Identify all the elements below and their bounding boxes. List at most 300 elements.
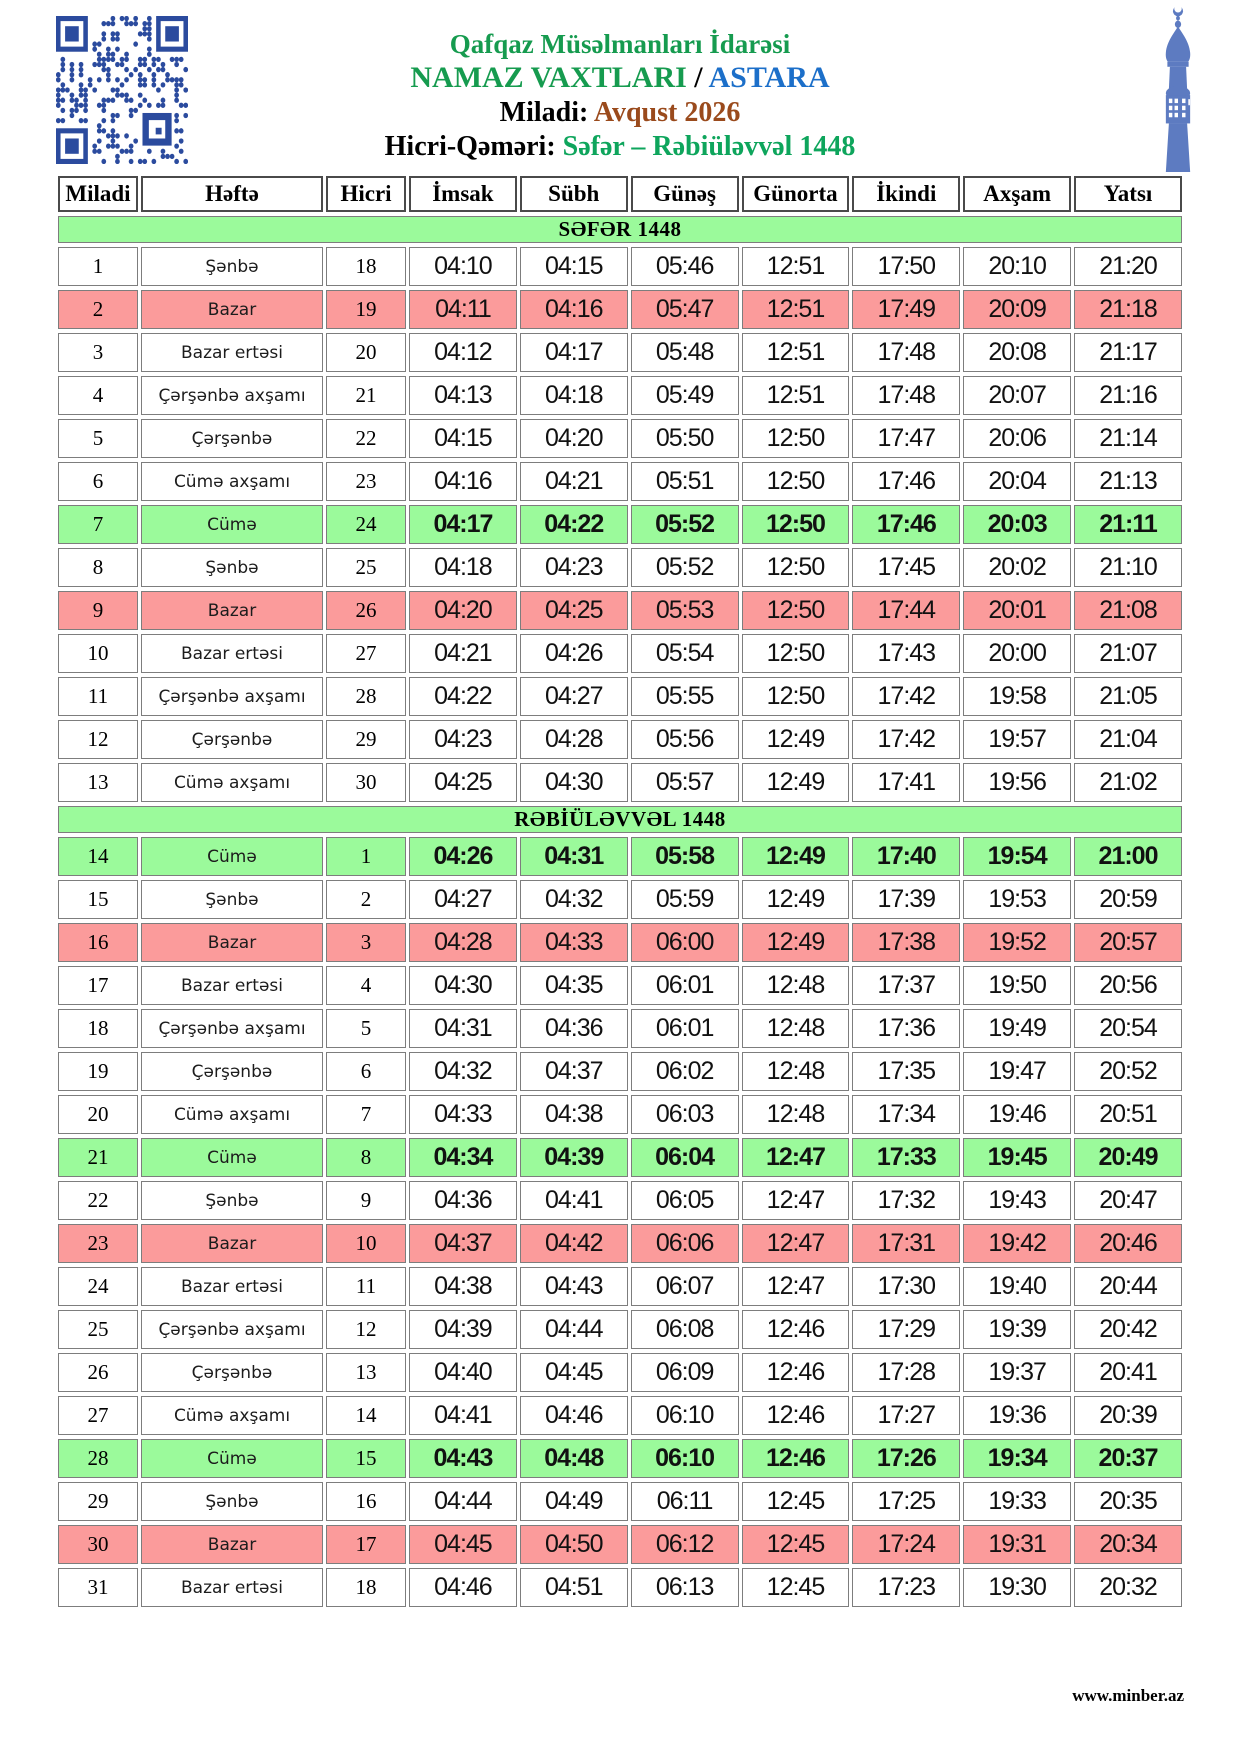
table-row-day-26 bbox=[58, 1353, 1182, 1392]
cell-hicri: 13 bbox=[326, 1353, 406, 1392]
cell-axsam: 19:52 bbox=[963, 923, 1071, 962]
cell-subh: 04:30 bbox=[520, 763, 628, 802]
cell-yatsi: 21:04 bbox=[1074, 720, 1182, 759]
column-header-yatsi: Yatsı bbox=[1074, 176, 1182, 212]
table-row-day-30 bbox=[58, 1525, 1182, 1564]
title-main: NAMAZ VAXTLARI bbox=[410, 61, 687, 94]
cell-imsak: 04:13 bbox=[409, 376, 517, 415]
cell-gunorta: 12:46 bbox=[742, 1396, 850, 1435]
cell-yatsi: 21:08 bbox=[1074, 591, 1182, 630]
cell-imsak: 04:31 bbox=[409, 1009, 517, 1048]
cell-yatsi: 21:13 bbox=[1074, 462, 1182, 501]
minaret-illustration bbox=[1146, 0, 1210, 172]
cell-weekday: Şənbə bbox=[141, 548, 323, 587]
cell-weekday: Bazar bbox=[141, 1525, 323, 1564]
cell-gunes: 06:04 bbox=[631, 1138, 739, 1177]
cell-weekday: Cümə axşamı bbox=[141, 1095, 323, 1134]
month-section-title: SƏFƏR 1448 bbox=[58, 216, 1182, 243]
cell-hicri: 4 bbox=[326, 966, 406, 1005]
column-header-gunorta: Günorta bbox=[742, 176, 850, 212]
cell-axsam: 19:46 bbox=[963, 1095, 1071, 1134]
cell-hicri: 10 bbox=[326, 1224, 406, 1263]
table-row-day-23 bbox=[58, 1224, 1182, 1263]
cell-gunorta: 12:50 bbox=[742, 505, 850, 544]
table-row-day-21 bbox=[58, 1138, 1182, 1177]
cell-ikindi: 17:34 bbox=[852, 1095, 960, 1134]
cell-subh: 04:38 bbox=[520, 1095, 628, 1134]
cell-gunorta: 12:49 bbox=[742, 923, 850, 962]
cell-imsak: 04:44 bbox=[409, 1482, 517, 1521]
cell-imsak: 04:46 bbox=[409, 1568, 517, 1607]
cell-weekday: Şənbə bbox=[141, 1181, 323, 1220]
cell-miladi: 9 bbox=[58, 591, 138, 630]
cell-gunorta: 12:47 bbox=[742, 1181, 850, 1220]
cell-subh: 04:25 bbox=[520, 591, 628, 630]
cell-axsam: 19:58 bbox=[963, 677, 1071, 716]
cell-hicri: 29 bbox=[326, 720, 406, 759]
table-row-day-12 bbox=[58, 720, 1182, 759]
cell-miladi: 21 bbox=[58, 1138, 138, 1177]
cell-gunorta: 12:46 bbox=[742, 1439, 850, 1478]
cell-hicri: 9 bbox=[326, 1181, 406, 1220]
cell-hicri: 22 bbox=[326, 419, 406, 458]
cell-ikindi: 17:33 bbox=[852, 1138, 960, 1177]
cell-yatsi: 20:56 bbox=[1074, 966, 1182, 1005]
cell-miladi: 28 bbox=[58, 1439, 138, 1478]
cell-ikindi: 17:39 bbox=[852, 880, 960, 919]
cell-subh: 04:33 bbox=[520, 923, 628, 962]
cell-hicri: 18 bbox=[326, 247, 406, 286]
cell-miladi: 7 bbox=[58, 505, 138, 544]
cell-ikindi: 17:28 bbox=[852, 1353, 960, 1392]
hicri-label: Hicri-Qəməri: bbox=[384, 131, 556, 162]
cell-yatsi: 20:34 bbox=[1074, 1525, 1182, 1564]
cell-ikindi: 17:36 bbox=[852, 1009, 960, 1048]
cell-hicri: 1 bbox=[326, 837, 406, 876]
cell-subh: 04:28 bbox=[520, 720, 628, 759]
cell-hicri: 18 bbox=[326, 1568, 406, 1607]
cell-axsam: 19:39 bbox=[963, 1310, 1071, 1349]
cell-weekday: Şənbə bbox=[141, 1482, 323, 1521]
cell-imsak: 04:12 bbox=[409, 333, 517, 372]
organization-title: Qafqaz Müsəlmanları İdarəsi bbox=[449, 29, 791, 59]
table-container bbox=[55, 172, 1185, 1611]
table-row-day-27 bbox=[58, 1396, 1182, 1435]
cell-axsam: 20:09 bbox=[963, 290, 1071, 329]
cell-weekday: Şənbə bbox=[141, 247, 323, 286]
cell-subh: 04:20 bbox=[520, 419, 628, 458]
cell-yatsi: 20:47 bbox=[1074, 1181, 1182, 1220]
cell-miladi: 18 bbox=[58, 1009, 138, 1048]
cell-yatsi: 20:41 bbox=[1074, 1353, 1182, 1392]
cell-gunes: 06:00 bbox=[631, 923, 739, 962]
cell-miladi: 20 bbox=[58, 1095, 138, 1134]
cell-gunorta: 12:48 bbox=[742, 1052, 850, 1091]
cell-hicri: 27 bbox=[326, 634, 406, 673]
title-block bbox=[210, 28, 1030, 164]
cell-gunorta: 12:51 bbox=[742, 290, 850, 329]
cell-gunorta: 12:49 bbox=[742, 763, 850, 802]
cell-weekday: Cümə axşamı bbox=[141, 763, 323, 802]
cell-yatsi: 21:02 bbox=[1074, 763, 1182, 802]
cell-weekday: Çərşənbə axşamı bbox=[141, 376, 323, 415]
table-row-day-14 bbox=[58, 837, 1182, 876]
cell-gunorta: 12:51 bbox=[742, 333, 850, 372]
table-row-day-22 bbox=[58, 1181, 1182, 1220]
cell-subh: 04:37 bbox=[520, 1052, 628, 1091]
cell-gunes: 05:53 bbox=[631, 591, 739, 630]
cell-miladi: 30 bbox=[58, 1525, 138, 1564]
cell-axsam: 19:43 bbox=[963, 1181, 1071, 1220]
cell-subh: 04:39 bbox=[520, 1138, 628, 1177]
cell-ikindi: 17:46 bbox=[852, 462, 960, 501]
cell-subh: 04:31 bbox=[520, 837, 628, 876]
table-row-day-17 bbox=[58, 966, 1182, 1005]
cell-subh: 04:36 bbox=[520, 1009, 628, 1048]
cell-imsak: 04:22 bbox=[409, 677, 517, 716]
cell-weekday: Çərşənbə axşamı bbox=[141, 1310, 323, 1349]
table-row-day-25 bbox=[58, 1310, 1182, 1349]
cell-axsam: 19:57 bbox=[963, 720, 1071, 759]
cell-yatsi: 20:35 bbox=[1074, 1482, 1182, 1521]
cell-yatsi: 21:16 bbox=[1074, 376, 1182, 415]
cell-weekday: Cümə bbox=[141, 1138, 323, 1177]
header-row bbox=[58, 176, 1182, 212]
cell-axsam: 19:33 bbox=[963, 1482, 1071, 1521]
cell-imsak: 04:33 bbox=[409, 1095, 517, 1134]
cell-ikindi: 17:45 bbox=[852, 548, 960, 587]
cell-yatsi: 21:07 bbox=[1074, 634, 1182, 673]
cell-ikindi: 17:38 bbox=[852, 923, 960, 962]
cell-gunorta: 12:50 bbox=[742, 419, 850, 458]
month-section-row bbox=[58, 216, 1182, 243]
cell-gunorta: 12:51 bbox=[742, 376, 850, 415]
cell-gunorta: 12:47 bbox=[742, 1138, 850, 1177]
cell-imsak: 04:32 bbox=[409, 1052, 517, 1091]
cell-subh: 04:15 bbox=[520, 247, 628, 286]
cell-imsak: 04:18 bbox=[409, 548, 517, 587]
cell-gunorta: 12:49 bbox=[742, 837, 850, 876]
cell-gunes: 05:54 bbox=[631, 634, 739, 673]
table-row-day-28 bbox=[58, 1439, 1182, 1478]
cell-ikindi: 17:30 bbox=[852, 1267, 960, 1306]
cell-yatsi: 21:10 bbox=[1074, 548, 1182, 587]
cell-imsak: 04:41 bbox=[409, 1396, 517, 1435]
cell-weekday: Bazar ertəsi bbox=[141, 1267, 323, 1306]
cell-imsak: 04:40 bbox=[409, 1353, 517, 1392]
cell-imsak: 04:21 bbox=[409, 634, 517, 673]
cell-miladi: 12 bbox=[58, 720, 138, 759]
table-row-day-29 bbox=[58, 1482, 1182, 1521]
cell-imsak: 04:36 bbox=[409, 1181, 517, 1220]
cell-subh: 04:51 bbox=[520, 1568, 628, 1607]
cell-ikindi: 17:37 bbox=[852, 966, 960, 1005]
cell-gunes: 06:12 bbox=[631, 1525, 739, 1564]
cell-subh: 04:44 bbox=[520, 1310, 628, 1349]
cell-imsak: 04:27 bbox=[409, 880, 517, 919]
cell-miladi: 2 bbox=[58, 290, 138, 329]
table-row-day-6 bbox=[58, 462, 1182, 501]
cell-weekday: Çərşənbə bbox=[141, 1353, 323, 1392]
cell-gunes: 06:08 bbox=[631, 1310, 739, 1349]
cell-gunes: 06:06 bbox=[631, 1224, 739, 1263]
cell-yatsi: 21:11 bbox=[1074, 505, 1182, 544]
cell-imsak: 04:43 bbox=[409, 1439, 517, 1478]
title-separator: / bbox=[694, 61, 703, 94]
cell-hicri: 23 bbox=[326, 462, 406, 501]
cell-imsak: 04:10 bbox=[409, 247, 517, 286]
cell-hicri: 16 bbox=[326, 1482, 406, 1521]
cell-weekday: Cümə bbox=[141, 837, 323, 876]
cell-ikindi: 17:48 bbox=[852, 376, 960, 415]
cell-miladi: 26 bbox=[58, 1353, 138, 1392]
cell-axsam: 20:03 bbox=[963, 505, 1071, 544]
cell-ikindi: 17:24 bbox=[852, 1525, 960, 1564]
cell-hicri: 12 bbox=[326, 1310, 406, 1349]
cell-subh: 04:18 bbox=[520, 376, 628, 415]
miladi-label: Miladi: bbox=[499, 97, 589, 128]
cell-subh: 04:23 bbox=[520, 548, 628, 587]
cell-hicri: 6 bbox=[326, 1052, 406, 1091]
cell-weekday: Şənbə bbox=[141, 880, 323, 919]
cell-subh: 04:16 bbox=[520, 290, 628, 329]
cell-miladi: 27 bbox=[58, 1396, 138, 1435]
cell-gunes: 05:56 bbox=[631, 720, 739, 759]
cell-gunorta: 12:50 bbox=[742, 591, 850, 630]
cell-hicri: 26 bbox=[326, 591, 406, 630]
cell-imsak: 04:38 bbox=[409, 1267, 517, 1306]
hicri-value: Səfər – Rəbiüləvvəl 1448 bbox=[562, 131, 856, 162]
table-row-day-10 bbox=[58, 634, 1182, 673]
cell-subh: 04:49 bbox=[520, 1482, 628, 1521]
month-section-title: RƏBİÜLƏVVƏL 1448 bbox=[58, 806, 1182, 833]
cell-hicri: 28 bbox=[326, 677, 406, 716]
cell-subh: 04:35 bbox=[520, 966, 628, 1005]
cell-miladi: 16 bbox=[58, 923, 138, 962]
cell-axsam: 19:31 bbox=[963, 1525, 1071, 1564]
cell-gunorta: 12:49 bbox=[742, 880, 850, 919]
cell-gunes: 06:02 bbox=[631, 1052, 739, 1091]
cell-axsam: 19:34 bbox=[963, 1439, 1071, 1478]
table-head bbox=[58, 176, 1182, 212]
cell-hicri: 15 bbox=[326, 1439, 406, 1478]
cell-gunes: 05:47 bbox=[631, 290, 739, 329]
cell-subh: 04:48 bbox=[520, 1439, 628, 1478]
cell-axsam: 19:42 bbox=[963, 1224, 1071, 1263]
cell-gunorta: 12:46 bbox=[742, 1310, 850, 1349]
cell-gunes: 06:05 bbox=[631, 1181, 739, 1220]
cell-weekday: Bazar ertəsi bbox=[141, 333, 323, 372]
cell-yatsi: 20:44 bbox=[1074, 1267, 1182, 1306]
column-header-gunes: Günəş bbox=[631, 176, 739, 212]
cell-miladi: 31 bbox=[58, 1568, 138, 1607]
cell-gunes: 05:50 bbox=[631, 419, 739, 458]
cell-imsak: 04:11 bbox=[409, 290, 517, 329]
gregorian-date-line bbox=[210, 96, 1030, 130]
table-row-day-24 bbox=[58, 1267, 1182, 1306]
cell-miladi: 11 bbox=[58, 677, 138, 716]
cell-yatsi: 20:59 bbox=[1074, 880, 1182, 919]
cell-miladi: 8 bbox=[58, 548, 138, 587]
cell-yatsi: 20:32 bbox=[1074, 1568, 1182, 1607]
cell-axsam: 20:01 bbox=[963, 591, 1071, 630]
cell-weekday: Cümə axşamı bbox=[141, 1396, 323, 1435]
table-row-day-16 bbox=[58, 923, 1182, 962]
cell-subh: 04:17 bbox=[520, 333, 628, 372]
cell-imsak: 04:20 bbox=[409, 591, 517, 630]
table-row-day-9 bbox=[58, 591, 1182, 630]
table-row-day-19 bbox=[58, 1052, 1182, 1091]
cell-gunes: 05:52 bbox=[631, 505, 739, 544]
website-text: www.minber.az bbox=[1072, 1686, 1184, 1705]
cell-miladi: 22 bbox=[58, 1181, 138, 1220]
cell-ikindi: 17:26 bbox=[852, 1439, 960, 1478]
page-title bbox=[210, 60, 1030, 96]
cell-ikindi: 17:42 bbox=[852, 720, 960, 759]
cell-axsam: 20:08 bbox=[963, 333, 1071, 372]
cell-gunorta: 12:49 bbox=[742, 720, 850, 759]
cell-yatsi: 21:20 bbox=[1074, 247, 1182, 286]
cell-gunorta: 12:47 bbox=[742, 1267, 850, 1306]
cell-ikindi: 17:40 bbox=[852, 837, 960, 876]
cell-miladi: 10 bbox=[58, 634, 138, 673]
cell-imsak: 04:37 bbox=[409, 1224, 517, 1263]
cell-subh: 04:50 bbox=[520, 1525, 628, 1564]
cell-imsak: 04:34 bbox=[409, 1138, 517, 1177]
column-header-hefte: Həftə bbox=[141, 176, 323, 212]
cell-ikindi: 17:42 bbox=[852, 677, 960, 716]
cell-weekday: Çərşənbə bbox=[141, 1052, 323, 1091]
cell-gunorta: 12:51 bbox=[742, 247, 850, 286]
cell-gunes: 06:09 bbox=[631, 1353, 739, 1392]
cell-gunes: 06:03 bbox=[631, 1095, 739, 1134]
cell-ikindi: 17:23 bbox=[852, 1568, 960, 1607]
cell-miladi: 3 bbox=[58, 333, 138, 372]
cell-gunes: 05:46 bbox=[631, 247, 739, 286]
cell-yatsi: 20:46 bbox=[1074, 1224, 1182, 1263]
cell-subh: 04:45 bbox=[520, 1353, 628, 1392]
column-header-imsak: İmsak bbox=[409, 176, 517, 212]
cell-hicri: 11 bbox=[326, 1267, 406, 1306]
table-row-day-5 bbox=[58, 419, 1182, 458]
cell-hicri: 8 bbox=[326, 1138, 406, 1177]
cell-gunorta: 12:48 bbox=[742, 966, 850, 1005]
cell-subh: 04:41 bbox=[520, 1181, 628, 1220]
cell-weekday: Çərşənbə axşamı bbox=[141, 1009, 323, 1048]
cell-imsak: 04:17 bbox=[409, 505, 517, 544]
table-row-day-13 bbox=[58, 763, 1182, 802]
cell-gunes: 06:13 bbox=[631, 1568, 739, 1607]
cell-yatsi: 20:37 bbox=[1074, 1439, 1182, 1478]
cell-ikindi: 17:44 bbox=[852, 591, 960, 630]
cell-yatsi: 20:57 bbox=[1074, 923, 1182, 962]
cell-axsam: 19:36 bbox=[963, 1396, 1071, 1435]
cell-weekday: Cümə bbox=[141, 1439, 323, 1478]
cell-axsam: 20:00 bbox=[963, 634, 1071, 673]
cell-hicri: 30 bbox=[326, 763, 406, 802]
cell-ikindi: 17:27 bbox=[852, 1396, 960, 1435]
cell-imsak: 04:16 bbox=[409, 462, 517, 501]
cell-axsam: 19:47 bbox=[963, 1052, 1071, 1091]
hijri-date-line bbox=[210, 130, 1030, 164]
cell-axsam: 19:49 bbox=[963, 1009, 1071, 1048]
cell-axsam: 19:54 bbox=[963, 837, 1071, 876]
column-header-hicri: Hicri bbox=[326, 176, 406, 212]
page-header bbox=[0, 0, 1240, 172]
cell-axsam: 20:04 bbox=[963, 462, 1071, 501]
cell-yatsi: 20:39 bbox=[1074, 1396, 1182, 1435]
cell-imsak: 04:30 bbox=[409, 966, 517, 1005]
cell-ikindi: 17:48 bbox=[852, 333, 960, 372]
cell-gunorta: 12:45 bbox=[742, 1525, 850, 1564]
cell-miladi: 19 bbox=[58, 1052, 138, 1091]
cell-gunes: 06:10 bbox=[631, 1439, 739, 1478]
cell-gunorta: 12:50 bbox=[742, 548, 850, 587]
cell-axsam: 19:37 bbox=[963, 1353, 1071, 1392]
cell-ikindi: 17:32 bbox=[852, 1181, 960, 1220]
cell-weekday: Çərşənbə bbox=[141, 720, 323, 759]
table-row-day-20 bbox=[58, 1095, 1182, 1134]
column-header-subh: Sübh bbox=[520, 176, 628, 212]
cell-axsam: 20:02 bbox=[963, 548, 1071, 587]
cell-ikindi: 17:35 bbox=[852, 1052, 960, 1091]
cell-gunes: 05:52 bbox=[631, 548, 739, 587]
cell-hicri: 19 bbox=[326, 290, 406, 329]
cell-weekday: Çərşənbə axşamı bbox=[141, 677, 323, 716]
table-row-day-18 bbox=[58, 1009, 1182, 1048]
cell-subh: 04:32 bbox=[520, 880, 628, 919]
cell-gunorta: 12:50 bbox=[742, 634, 850, 673]
column-header-axsam: Axşam bbox=[963, 176, 1071, 212]
cell-miladi: 24 bbox=[58, 1267, 138, 1306]
cell-weekday: Bazar bbox=[141, 290, 323, 329]
cell-gunorta: 12:46 bbox=[742, 1353, 850, 1392]
table-row-day-15 bbox=[58, 880, 1182, 919]
cell-yatsi: 20:51 bbox=[1074, 1095, 1182, 1134]
column-header-ikindi: İkindi bbox=[852, 176, 960, 212]
cell-imsak: 04:15 bbox=[409, 419, 517, 458]
cell-subh: 04:43 bbox=[520, 1267, 628, 1306]
cell-ikindi: 17:49 bbox=[852, 290, 960, 329]
cell-yatsi: 21:05 bbox=[1074, 677, 1182, 716]
cell-ikindi: 17:43 bbox=[852, 634, 960, 673]
cell-weekday: Bazar ertəsi bbox=[141, 634, 323, 673]
cell-miladi: 14 bbox=[58, 837, 138, 876]
cell-subh: 04:22 bbox=[520, 505, 628, 544]
cell-weekday: Çərşənbə bbox=[141, 419, 323, 458]
cell-axsam: 19:45 bbox=[963, 1138, 1071, 1177]
table-row-day-31 bbox=[58, 1568, 1182, 1607]
cell-yatsi: 20:42 bbox=[1074, 1310, 1182, 1349]
cell-yatsi: 20:54 bbox=[1074, 1009, 1182, 1048]
cell-ikindi: 17:29 bbox=[852, 1310, 960, 1349]
cell-weekday: Bazar ertəsi bbox=[141, 966, 323, 1005]
cell-gunes: 05:58 bbox=[631, 837, 739, 876]
cell-ikindi: 17:50 bbox=[852, 247, 960, 286]
cell-hicri: 17 bbox=[326, 1525, 406, 1564]
cell-gunes: 06:01 bbox=[631, 1009, 739, 1048]
cell-weekday: Cümə axşamı bbox=[141, 462, 323, 501]
cell-axsam: 19:30 bbox=[963, 1568, 1071, 1607]
table-row-day-2 bbox=[58, 290, 1182, 329]
cell-subh: 04:46 bbox=[520, 1396, 628, 1435]
city-name: ASTARA bbox=[708, 61, 830, 94]
cell-gunes: 05:57 bbox=[631, 763, 739, 802]
cell-hicri: 5 bbox=[326, 1009, 406, 1048]
cell-gunes: 05:59 bbox=[631, 880, 739, 919]
cell-yatsi: 21:17 bbox=[1074, 333, 1182, 372]
cell-gunorta: 12:50 bbox=[742, 677, 850, 716]
